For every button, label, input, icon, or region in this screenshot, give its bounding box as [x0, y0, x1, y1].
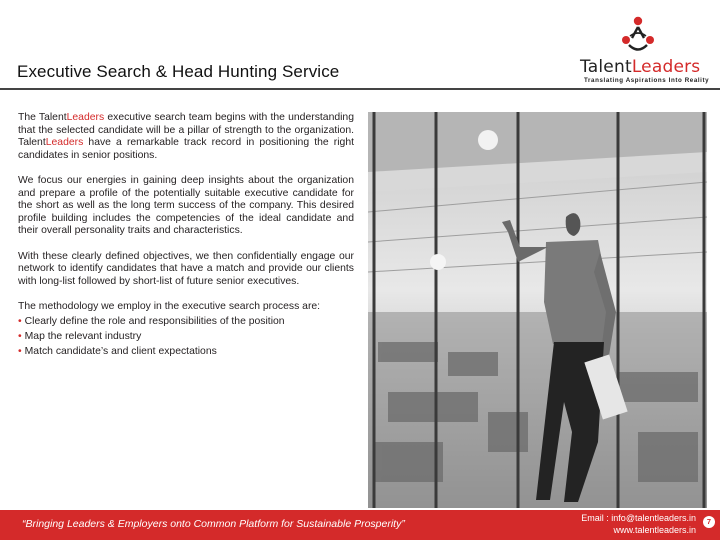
list-item [18, 316, 354, 329]
paragraph-network: With these clearly defined objectives, we then confidentially engage our network to identify candidates that have a match and provide our clients with long-list followed by short-list of future senior executives. [18, 250, 354, 287]
bullet-dot-icon: • [18, 345, 22, 357]
methodology-intro: The methodology we employ in the executive search process are: [18, 300, 321, 312]
logo-word-talent: Talent [580, 57, 632, 77]
list-item [18, 346, 354, 359]
list-item-text: Clearly define the role and responsibilities of the position [24, 315, 285, 327]
list-item-text: Match candidate’s and client expectations [24, 345, 217, 357]
intro-part-1: The Talent [18, 112, 67, 123]
footer-contact [581, 512, 696, 536]
list-item-text: Map the relevant industry [24, 330, 142, 342]
page-number: 7 [703, 516, 715, 528]
logo-wordmark [580, 57, 700, 77]
list-item [18, 331, 354, 344]
paragraph-intro [18, 112, 354, 162]
logo-tagline: Translating Aspirations Into Reality [584, 77, 710, 84]
office-photo [368, 112, 707, 508]
man-at-window-image [368, 112, 707, 508]
footer-email[interactable]: Email : info@talentleaders.in [581, 513, 696, 523]
methodology-list [18, 316, 354, 359]
company-logo [574, 14, 720, 92]
footer-quote: “Bringing Leaders & Employers onto Common Platform for Sustainable Prosperity” [22, 518, 405, 530]
intro-part-2: executive search team begins with the understanding that the selected candidate will be a pillar of strength to the organization. Talent [18, 112, 354, 149]
intro-part-3: have a remarkable track record in positioning the right candidates in senior positions. [18, 137, 354, 161]
bullet-dot-icon: • [18, 315, 22, 327]
intro-brand-2: Leaders [45, 137, 84, 149]
body-text [18, 112, 354, 361]
intro-brand-1: Leaders [66, 112, 105, 123]
people-circle-icon [620, 14, 656, 54]
footer-website[interactable]: www.talentleaders.in [613, 525, 696, 535]
page-title: Executive Search & Head Hunting Service [17, 62, 340, 81]
bullet-dot-icon: • [18, 330, 22, 342]
logo-word-leaders: Leaders [631, 57, 701, 77]
paragraph-focus: We focus our energies in gaining deep insights about the organization and prepare a profile of the potentially suitable executive candidate for the short as well as the long term success of the company. This desired profile building includes the competencies of the ideal candidate and their overall personality traits and characteristics. [18, 174, 354, 237]
